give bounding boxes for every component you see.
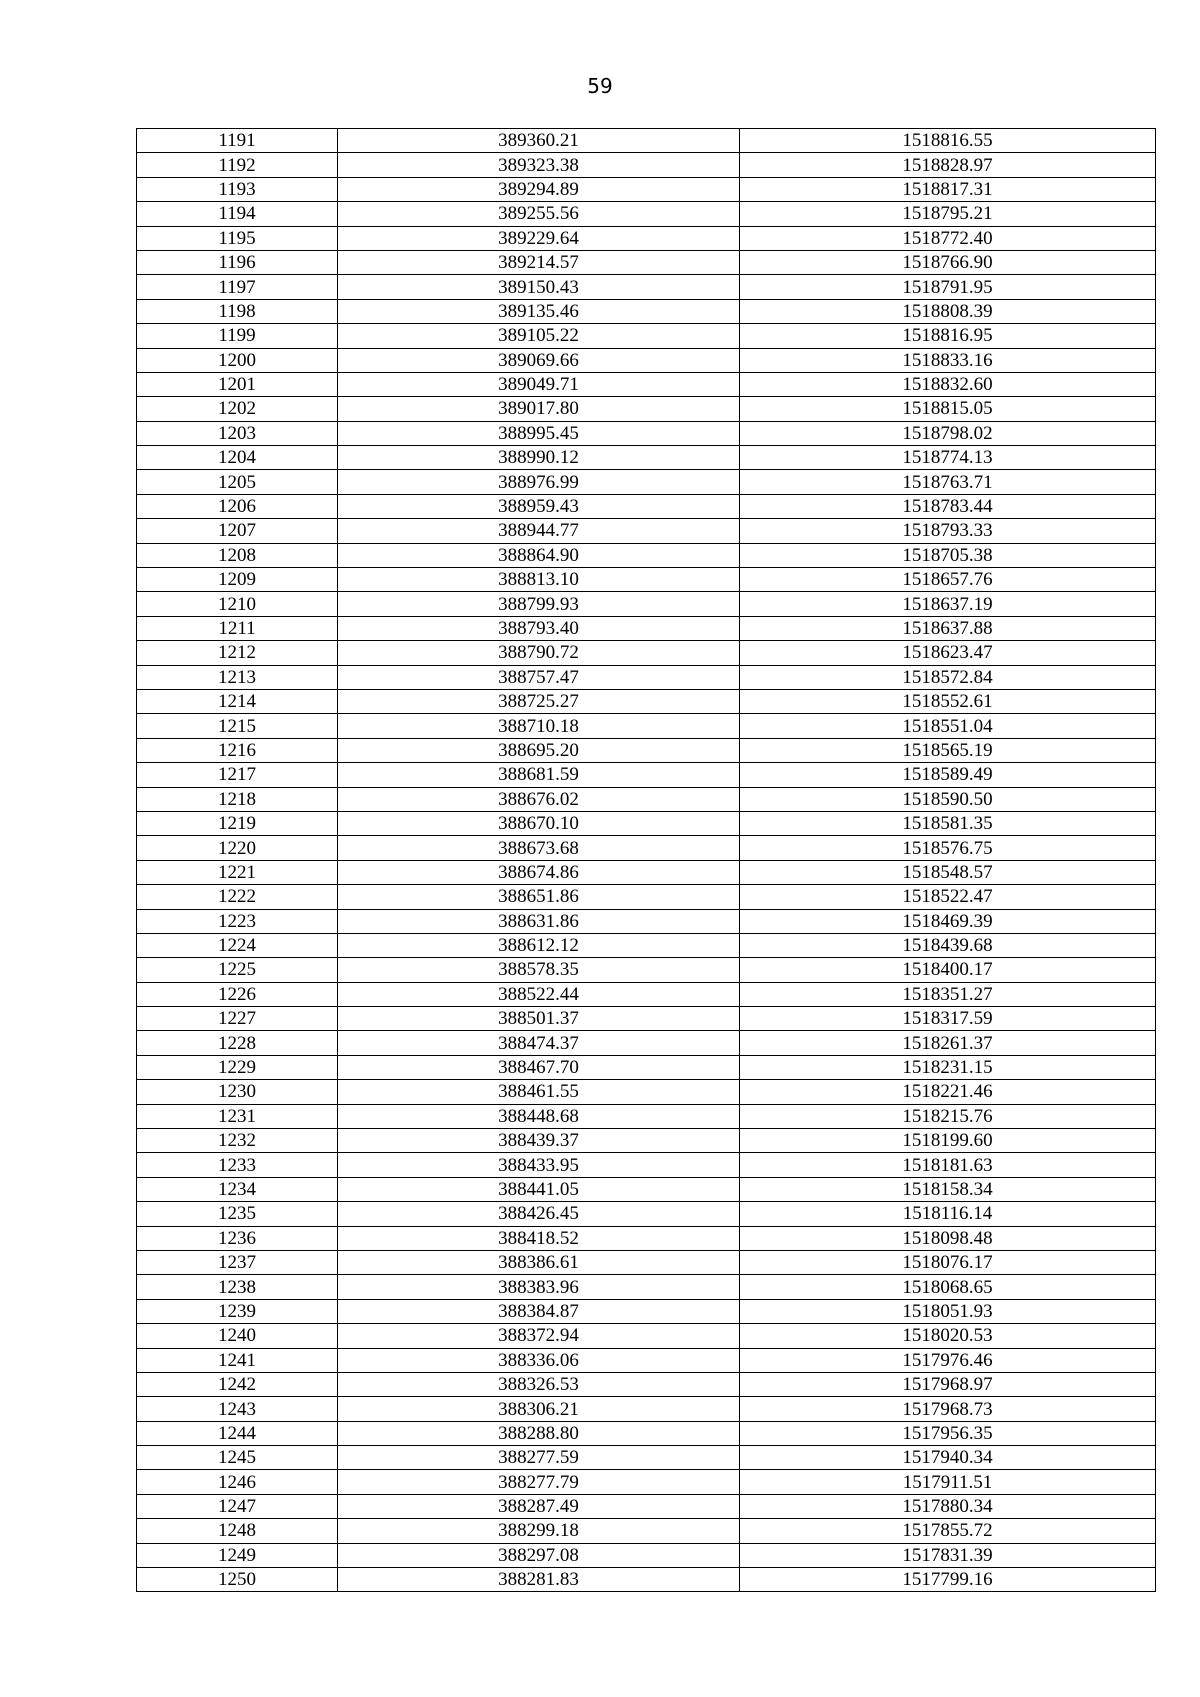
table-row (137, 153, 1156, 177)
point-number-cell: 1192 (137, 153, 338, 177)
point-number-cell: 1249 (137, 1543, 338, 1567)
point-number-cell: 1236 (137, 1226, 338, 1250)
point-number-cell: 1199 (137, 324, 338, 348)
y-coordinate-cell: 1518774.13 (740, 446, 1156, 470)
table-row (137, 1421, 1156, 1445)
table-row (137, 324, 1156, 348)
y-coordinate-cell: 1518808.39 (740, 299, 1156, 323)
x-coordinate-cell: 388612.12 (338, 933, 740, 957)
y-coordinate-cell: 1518215.76 (740, 1104, 1156, 1128)
y-coordinate-cell: 1518116.14 (740, 1202, 1156, 1226)
y-coordinate-cell: 1518817.31 (740, 177, 1156, 201)
point-number-cell: 1242 (137, 1372, 338, 1396)
x-coordinate-cell: 389017.80 (338, 397, 740, 421)
y-coordinate-cell: 1518317.59 (740, 1007, 1156, 1031)
table-row (137, 275, 1156, 299)
x-coordinate-cell: 388326.53 (338, 1372, 740, 1396)
table-row (137, 1177, 1156, 1201)
y-coordinate-cell: 1518020.53 (740, 1324, 1156, 1348)
y-coordinate-cell: 1517940.34 (740, 1446, 1156, 1470)
point-number-cell: 1203 (137, 421, 338, 445)
point-number-cell: 1221 (137, 860, 338, 884)
table-row (137, 177, 1156, 201)
table-row (137, 397, 1156, 421)
point-number-cell: 1229 (137, 1055, 338, 1079)
y-coordinate-cell: 1517976.46 (740, 1348, 1156, 1372)
x-coordinate-cell: 388990.12 (338, 446, 740, 470)
x-coordinate-cell: 389105.22 (338, 324, 740, 348)
point-number-cell: 1216 (137, 738, 338, 762)
y-coordinate-cell: 1518522.47 (740, 885, 1156, 909)
point-number-cell: 1237 (137, 1250, 338, 1274)
point-number-cell: 1210 (137, 592, 338, 616)
table-row (137, 1494, 1156, 1518)
table-row (137, 1543, 1156, 1567)
point-number-cell: 1195 (137, 226, 338, 250)
x-coordinate-cell: 389360.21 (338, 129, 740, 153)
table-row (137, 1275, 1156, 1299)
point-number-cell: 1198 (137, 299, 338, 323)
table-row (137, 1007, 1156, 1031)
x-coordinate-cell: 388725.27 (338, 689, 740, 713)
x-coordinate-cell: 388674.86 (338, 860, 740, 884)
table-row (137, 226, 1156, 250)
y-coordinate-cell: 1518589.49 (740, 763, 1156, 787)
y-coordinate-cell: 1518772.40 (740, 226, 1156, 250)
x-coordinate-cell: 389214.57 (338, 250, 740, 274)
point-number-cell: 1239 (137, 1299, 338, 1323)
table-row (137, 1470, 1156, 1494)
table-row (137, 641, 1156, 665)
x-coordinate-cell: 388944.77 (338, 519, 740, 543)
x-coordinate-cell: 388670.10 (338, 811, 740, 835)
y-coordinate-cell: 1518261.37 (740, 1031, 1156, 1055)
y-coordinate-cell: 1518181.63 (740, 1153, 1156, 1177)
point-number-cell: 1231 (137, 1104, 338, 1128)
point-number-cell: 1205 (137, 470, 338, 494)
x-coordinate-cell: 388676.02 (338, 787, 740, 811)
table-row (137, 909, 1156, 933)
x-coordinate-cell: 388710.18 (338, 714, 740, 738)
x-coordinate-cell: 388522.44 (338, 982, 740, 1006)
table-row (137, 1153, 1156, 1177)
y-coordinate-cell: 1518833.16 (740, 348, 1156, 372)
x-coordinate-cell: 388757.47 (338, 665, 740, 689)
point-number-cell: 1241 (137, 1348, 338, 1372)
x-coordinate-cell: 389135.46 (338, 299, 740, 323)
table-row (137, 348, 1156, 372)
y-coordinate-cell: 1517968.97 (740, 1372, 1156, 1396)
y-coordinate-cell: 1518231.15 (740, 1055, 1156, 1079)
y-coordinate-cell: 1518637.88 (740, 616, 1156, 640)
x-coordinate-cell: 388578.35 (338, 958, 740, 982)
y-coordinate-cell: 1518766.90 (740, 250, 1156, 274)
table-row (137, 616, 1156, 640)
x-coordinate-cell: 388501.37 (338, 1007, 740, 1031)
point-number-cell: 1213 (137, 665, 338, 689)
x-coordinate-cell: 388631.86 (338, 909, 740, 933)
table-row (137, 1080, 1156, 1104)
point-number-cell: 1220 (137, 836, 338, 860)
y-coordinate-cell: 1518581.35 (740, 811, 1156, 835)
x-coordinate-cell: 388799.93 (338, 592, 740, 616)
y-coordinate-cell: 1518815.05 (740, 397, 1156, 421)
x-coordinate-cell: 388673.68 (338, 836, 740, 860)
y-coordinate-cell: 1518832.60 (740, 372, 1156, 396)
y-coordinate-cell: 1517911.51 (740, 1470, 1156, 1494)
table-row (137, 446, 1156, 470)
point-number-cell: 1197 (137, 275, 338, 299)
table-row (137, 836, 1156, 860)
table-row (137, 787, 1156, 811)
x-coordinate-cell: 389229.64 (338, 226, 740, 250)
x-coordinate-cell: 388277.59 (338, 1446, 740, 1470)
y-coordinate-cell: 1518068.65 (740, 1275, 1156, 1299)
table-row (137, 494, 1156, 518)
table-row (137, 1568, 1156, 1592)
x-coordinate-cell: 389150.43 (338, 275, 740, 299)
point-number-cell: 1215 (137, 714, 338, 738)
y-coordinate-cell: 1518221.46 (740, 1080, 1156, 1104)
point-number-cell: 1247 (137, 1494, 338, 1518)
y-coordinate-cell: 1518637.19 (740, 592, 1156, 616)
point-number-cell: 1230 (137, 1080, 338, 1104)
point-number-cell: 1246 (137, 1470, 338, 1494)
x-coordinate-cell: 388474.37 (338, 1031, 740, 1055)
table-row (137, 592, 1156, 616)
x-coordinate-cell: 388461.55 (338, 1080, 740, 1104)
y-coordinate-cell: 1517956.35 (740, 1421, 1156, 1445)
point-number-cell: 1217 (137, 763, 338, 787)
y-coordinate-cell: 1518565.19 (740, 738, 1156, 762)
table-row (137, 1348, 1156, 1372)
y-coordinate-cell: 1518439.68 (740, 933, 1156, 957)
table-row (137, 933, 1156, 957)
x-coordinate-cell: 389069.66 (338, 348, 740, 372)
y-coordinate-cell: 1517855.72 (740, 1519, 1156, 1543)
point-number-cell: 1225 (137, 958, 338, 982)
table-row (137, 372, 1156, 396)
coordinates-table-body (137, 129, 1156, 1592)
table-row (137, 129, 1156, 153)
y-coordinate-cell: 1518051.93 (740, 1299, 1156, 1323)
x-coordinate-cell: 388433.95 (338, 1153, 740, 1177)
table-row (137, 1031, 1156, 1055)
x-coordinate-cell: 388372.94 (338, 1324, 740, 1348)
point-number-cell: 1250 (137, 1568, 338, 1592)
x-coordinate-cell: 388383.96 (338, 1275, 740, 1299)
table-row (137, 1397, 1156, 1421)
point-number-cell: 1204 (137, 446, 338, 470)
x-coordinate-cell: 388418.52 (338, 1226, 740, 1250)
point-number-cell: 1228 (137, 1031, 338, 1055)
table-row (137, 1226, 1156, 1250)
point-number-cell: 1226 (137, 982, 338, 1006)
y-coordinate-cell: 1518572.84 (740, 665, 1156, 689)
page-number: 59 (587, 74, 613, 98)
table-row (137, 1372, 1156, 1396)
point-number-cell: 1212 (137, 641, 338, 665)
point-number-cell: 1244 (137, 1421, 338, 1445)
table-row (137, 519, 1156, 543)
point-number-cell: 1194 (137, 202, 338, 226)
x-coordinate-cell: 388336.06 (338, 1348, 740, 1372)
y-coordinate-cell: 1518400.17 (740, 958, 1156, 982)
table-row (137, 811, 1156, 835)
table-row (137, 202, 1156, 226)
x-coordinate-cell: 388426.45 (338, 1202, 740, 1226)
y-coordinate-cell: 1518793.33 (740, 519, 1156, 543)
table-row (137, 860, 1156, 884)
point-number-cell: 1214 (137, 689, 338, 713)
table-row (137, 958, 1156, 982)
table-row (137, 689, 1156, 713)
point-number-cell: 1240 (137, 1324, 338, 1348)
x-coordinate-cell: 388288.80 (338, 1421, 740, 1445)
x-coordinate-cell: 388306.21 (338, 1397, 740, 1421)
y-coordinate-cell: 1518763.71 (740, 470, 1156, 494)
point-number-cell: 1222 (137, 885, 338, 909)
table-row (137, 982, 1156, 1006)
x-coordinate-cell: 388441.05 (338, 1177, 740, 1201)
x-coordinate-cell: 388448.68 (338, 1104, 740, 1128)
point-number-cell: 1207 (137, 519, 338, 543)
y-coordinate-cell: 1517831.39 (740, 1543, 1156, 1567)
point-number-cell: 1245 (137, 1446, 338, 1470)
y-coordinate-cell: 1517799.16 (740, 1568, 1156, 1592)
point-number-cell: 1219 (137, 811, 338, 835)
y-coordinate-cell: 1518816.55 (740, 129, 1156, 153)
x-coordinate-cell: 388681.59 (338, 763, 740, 787)
y-coordinate-cell: 1517968.73 (740, 1397, 1156, 1421)
point-number-cell: 1208 (137, 543, 338, 567)
x-coordinate-cell: 388277.79 (338, 1470, 740, 1494)
point-number-cell: 1227 (137, 1007, 338, 1031)
table-row (137, 763, 1156, 787)
x-coordinate-cell: 388959.43 (338, 494, 740, 518)
y-coordinate-cell: 1518623.47 (740, 641, 1156, 665)
table-row (137, 885, 1156, 909)
point-number-cell: 1218 (137, 787, 338, 811)
point-number-cell: 1243 (137, 1397, 338, 1421)
y-coordinate-cell: 1518816.95 (740, 324, 1156, 348)
y-coordinate-cell: 1518548.57 (740, 860, 1156, 884)
y-coordinate-cell: 1518158.34 (740, 1177, 1156, 1201)
coordinates-table (136, 128, 1156, 1592)
point-number-cell: 1224 (137, 933, 338, 957)
table-row (137, 1250, 1156, 1274)
table-row (137, 714, 1156, 738)
table-row (137, 543, 1156, 567)
point-number-cell: 1200 (137, 348, 338, 372)
point-number-cell: 1193 (137, 177, 338, 201)
x-coordinate-cell: 388297.08 (338, 1543, 740, 1567)
point-number-cell: 1234 (137, 1177, 338, 1201)
x-coordinate-cell: 388976.99 (338, 470, 740, 494)
table-row (137, 470, 1156, 494)
x-coordinate-cell: 388386.61 (338, 1250, 740, 1274)
table-row (137, 1055, 1156, 1079)
y-coordinate-cell: 1518783.44 (740, 494, 1156, 518)
x-coordinate-cell: 388864.90 (338, 543, 740, 567)
x-coordinate-cell: 388439.37 (338, 1129, 740, 1153)
x-coordinate-cell: 388467.70 (338, 1055, 740, 1079)
point-number-cell: 1209 (137, 568, 338, 592)
x-coordinate-cell: 388695.20 (338, 738, 740, 762)
x-coordinate-cell: 388651.86 (338, 885, 740, 909)
y-coordinate-cell: 1518551.04 (740, 714, 1156, 738)
y-coordinate-cell: 1517880.34 (740, 1494, 1156, 1518)
y-coordinate-cell: 1518098.48 (740, 1226, 1156, 1250)
point-number-cell: 1248 (137, 1519, 338, 1543)
table-row (137, 299, 1156, 323)
table-row (137, 665, 1156, 689)
y-coordinate-cell: 1518351.27 (740, 982, 1156, 1006)
table-row (137, 1446, 1156, 1470)
x-coordinate-cell: 388793.40 (338, 616, 740, 640)
point-number-cell: 1202 (137, 397, 338, 421)
table-row (137, 421, 1156, 445)
x-coordinate-cell: 388299.18 (338, 1519, 740, 1543)
table-row (137, 1299, 1156, 1323)
y-coordinate-cell: 1518590.50 (740, 787, 1156, 811)
y-coordinate-cell: 1518199.60 (740, 1129, 1156, 1153)
point-number-cell: 1206 (137, 494, 338, 518)
table-row (137, 738, 1156, 762)
y-coordinate-cell: 1518552.61 (740, 689, 1156, 713)
y-coordinate-cell: 1518705.38 (740, 543, 1156, 567)
x-coordinate-cell: 388287.49 (338, 1494, 740, 1518)
table-row (137, 1104, 1156, 1128)
y-coordinate-cell: 1518791.95 (740, 275, 1156, 299)
x-coordinate-cell: 388813.10 (338, 568, 740, 592)
point-number-cell: 1235 (137, 1202, 338, 1226)
point-number-cell: 1223 (137, 909, 338, 933)
table-row (137, 1519, 1156, 1543)
y-coordinate-cell: 1518469.39 (740, 909, 1156, 933)
point-number-cell: 1211 (137, 616, 338, 640)
y-coordinate-cell: 1518657.76 (740, 568, 1156, 592)
y-coordinate-cell: 1518828.97 (740, 153, 1156, 177)
table-row (137, 1324, 1156, 1348)
x-coordinate-cell: 388384.87 (338, 1299, 740, 1323)
point-number-cell: 1191 (137, 129, 338, 153)
table-row (137, 250, 1156, 274)
table-row (137, 568, 1156, 592)
y-coordinate-cell: 1518798.02 (740, 421, 1156, 445)
y-coordinate-cell: 1518795.21 (740, 202, 1156, 226)
x-coordinate-cell: 389049.71 (338, 372, 740, 396)
x-coordinate-cell: 388281.83 (338, 1568, 740, 1592)
point-number-cell: 1238 (137, 1275, 338, 1299)
point-number-cell: 1232 (137, 1129, 338, 1153)
y-coordinate-cell: 1518576.75 (740, 836, 1156, 860)
point-number-cell: 1233 (137, 1153, 338, 1177)
x-coordinate-cell: 389323.38 (338, 153, 740, 177)
point-number-cell: 1201 (137, 372, 338, 396)
x-coordinate-cell: 388995.45 (338, 421, 740, 445)
y-coordinate-cell: 1518076.17 (740, 1250, 1156, 1274)
point-number-cell: 1196 (137, 250, 338, 274)
x-coordinate-cell: 389255.56 (338, 202, 740, 226)
table-row (137, 1202, 1156, 1226)
x-coordinate-cell: 389294.89 (338, 177, 740, 201)
table-row (137, 1129, 1156, 1153)
x-coordinate-cell: 388790.72 (338, 641, 740, 665)
